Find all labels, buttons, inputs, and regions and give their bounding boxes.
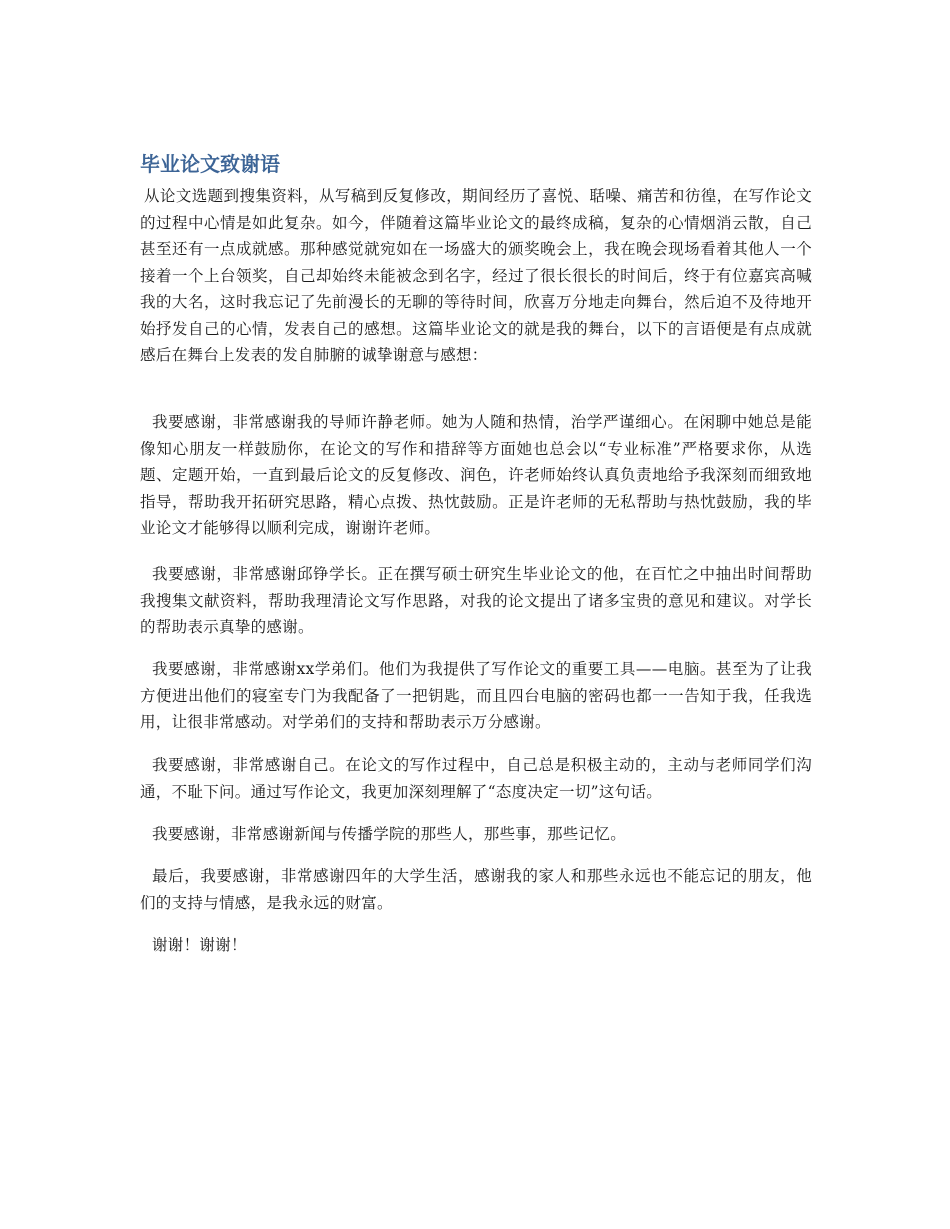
thanks-advisor-paragraph: 我要感谢，非常感谢我的导师许静老师。她为人随和热情，治学严谨细心。在闲聊中她总是能像知心朋友一样鼓励你，在论文的写作和措辞等方面她也总会以“专业标准”严格要求你，从选题、定题开始，一直到最后论文的反复修改、润色，许老师始终认真负责地给予我深刻而细致地指导，帮助我开拓研究思路，精心点拨、热忱鼓励。正是许老师的无私帮助与热忱鼓励，我的毕业论文才能够得以顺利完成，谢谢许老师。 <box>140 413 812 537</box>
thanks-family-paragraph: 最后，我要感谢，非常感谢四年的大学生活，感谢我的家人和那些永远也不能忘记的朋友，他们的支持与情感，是我永远的财富。 <box>140 867 812 912</box>
intro-paragraph: 从论文选题到搜集资料，从写稿到反复修改，期间经历了喜悦、聒噪、痛苦和彷徨，在写作论文的过程中心情是如此复杂。如今，伴随着这篇毕业论文的最终成稿，复杂的心情烟消云散，自己甚至还有一点成就感。那种感觉就宛如在一场盛大的颁奖晚会上，我在晚会现场看着其他人一个接着一个上台领奖，自己却始终未能被念到名字，经过了很长很长的时间后，终于有位嘉宾高喊我的大名，这时我忘记了先前漫长的无聊的等待时间，欣喜万分地走向舞台，然后迫不及待地开始抒发自己的心情，发表自己的感想。这篇毕业论文的就是我的舞台，以下的言语便是有点成就感后在舞台上发表的发自肺腑的诚挚谢意与感想： <box>140 187 812 364</box>
thanks-juniors-paragraph: 我要感谢，非常感谢xx学弟们。他们为我提供了写作论文的重要工具——电脑。甚至为了让我方便进出他们的寝室专门为我配备了一把钥匙，而且四台电脑的密码也都一一告知于我，任我选用，让很非常感动。对学弟们的支持和帮助表示万分感谢。 <box>140 660 812 731</box>
thanks-school-paragraph: 我要感谢，非常感谢新闻与传播学院的那些人，那些事，那些记忆。 <box>152 825 627 843</box>
thanks-self-paragraph: 我要感谢，非常感谢自己。在论文的写作过程中，自己总是积极主动的，主动与老师同学们沟通，不耻下问。通过写作论文，我更加深刻理解了“态度决定一切”这句话。 <box>140 756 812 801</box>
thanks-senior-paragraph: 我要感谢，非常感谢邱铮学长。正在撰写硕士研究生毕业论文的他，在百忙之中抽出时间帮助我搜集文献资料，帮助我理清论文写作思路，对我的论文提出了诸多宝贵的意见和建议。对学长的帮助表示真挚的感谢。 <box>140 565 812 636</box>
closing-paragraph: 谢谢！谢谢！ <box>152 936 247 954</box>
document-title: 毕业论文致谢语 <box>140 152 280 176</box>
